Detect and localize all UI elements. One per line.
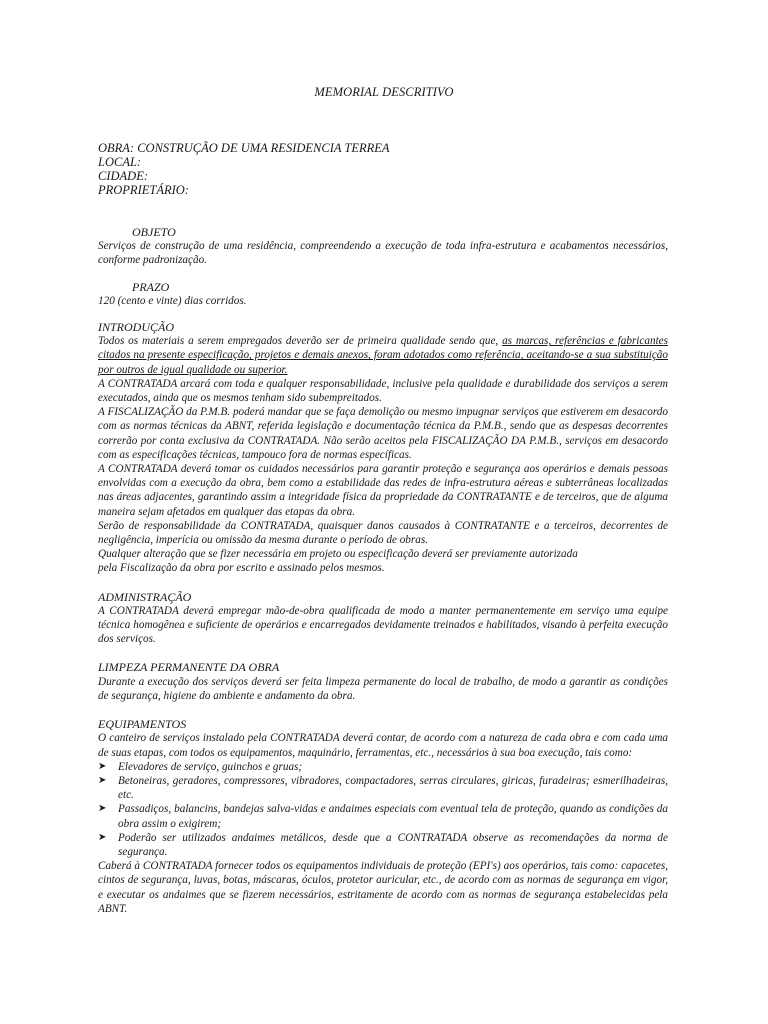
section-equipamentos — [98, 717, 668, 916]
list-item: ➤ Elevadores de serviço, guinchos e gruas; — [98, 760, 668, 774]
objeto-heading: OBJETO — [132, 225, 176, 239]
administracao-heading: ADMINISTRAÇÃO — [98, 589, 192, 604]
document-title: MEMORIAL DESCRITIVO — [314, 85, 454, 99]
equipamentos-intro: O canteiro de serviços instalado pela CONTRATADA deverá contar, de acordo com a natureza de cada obra e com cada uma de suas etapas, com todos os equipamentos, maquinário, ferramentas, etc., necessários à sua boa execução, tais como: — [98, 732, 668, 759]
limpeza-text: Durante a execução dos serviços deverá ser feita limpeza permanente do local de trabalho, de modo a garantir as condições de segurança, higiene do ambiente e andamento da obra. — [98, 675, 668, 702]
introducao-paragraph-6a: Qualquer alteração que se fizer necessária em projeto ou especificação deverá ser previamente autorizada — [98, 548, 578, 561]
introducao-p1-text: Todos os materiais a serem empregados deverão ser de primeira qualidade sendo que, — [98, 335, 503, 348]
cidade-line: CIDADE: — [98, 169, 148, 183]
obra-line: OBRA: CONSTRUÇÃO DE UMA RESIDENCIA TERREA — [98, 141, 390, 155]
section-objeto — [98, 225, 668, 268]
introducao-paragraph-5: Serão de responsabilidade da CONTRATADA, quaisquer danos causados à CONTRATANTE e a terceiros, decorrentes de negligência, imperícia ou omissão da mesma durante o período de obras. — [98, 519, 668, 547]
prazo-heading: PRAZO — [132, 279, 170, 294]
list-item: ➤ Passadiços, balancins, bandejas salva-vidas e andaimes especiais com eventual tela de proteção, quando as condições da obra assim o exigirem; — [98, 802, 668, 830]
section-prazo — [98, 280, 668, 308]
list-item: ➤ Poderão ser utilizados andaimes metálicos, desde que a CONTRATADA observe as recomendações da norma de segurança. — [98, 831, 668, 859]
section-limpeza — [98, 660, 668, 703]
introducao-heading: INTRODUÇÃO — [98, 320, 175, 335]
project-header — [98, 141, 390, 197]
section-introducao — [98, 320, 668, 576]
introducao-paragraph-1 — [98, 334, 668, 377]
limpeza-heading: LIMPEZA PERMANENTE DA OBRA — [98, 660, 280, 675]
list-item: ➤ Betoneiras, geradores, compressores, vibradores, compactadores, serras circulares, giricas, furadeiras; esmerilhadeiras, etc. — [98, 774, 668, 802]
equipamentos-list — [98, 760, 668, 859]
proprietario-line: PROPRIETÁRIO: — [98, 183, 189, 197]
introducao-paragraph-4: A CONTRATADA deverá tomar os cuidados necessários para garantir proteção e segurança aos operários e demais pessoas envolvidas com a execução da obra, bem como a estabilidade das redes de infra-estrutura aéreas e subterrâneas localizadas nas áreas adjacentes, garantindo assim a integridade física da propriedade da CONTRATANTE e de terceiros, que de alguma maneira sejam afetados em qualquer das etapas da obra. — [98, 463, 668, 518]
equipamentos-closing: Caberá à CONTRATADA fornecer todos os equipamentos individuais de proteção (EPI's) aos operários, tais como: capacetes, cintos de segurança, luvas, botas, máscaras, óculos, protetor auricular, etc., de acordo com as normas de segurança em vigor, e executar os andaimes que se fizerem necessários, estritamente de acordo com as normas de segurança estabelecidas pela ABNT. — [98, 860, 668, 915]
document-body — [98, 225, 668, 916]
equipamentos-heading: EQUIPAMENTOS — [98, 717, 187, 732]
section-administracao — [98, 590, 668, 647]
prazo-text: 120 (cento e vinte) dias corridos. — [98, 294, 247, 307]
introducao-paragraph-3: A FISCALIZAÇÃO da P.M.B. poderá mandar que se faça demolição ou mesmo impugnar serviços que estiverem em desacordo com as normas técnicas da ABNT, referida legislação e documentação técnica da P.M.B., sendo que as despesas decorrentes correrão por conta exclusiva da CONTRATADA. Não serão aceitos pela FISCALIZAÇÃO DA P.M.B., serviços em desacordo com as especificações técnicas, tampouco fora de normas específicas. — [98, 406, 668, 461]
introducao-paragraph-2: A CONTRATADA arcará com toda e qualquer responsabilidade, inclusive pela qualidade e durabilidade dos serviços a serem executados, ainda que os mesmos tenham sido subempreitados. — [98, 377, 668, 405]
administracao-text: A CONTRATADA deverá empregar mão-de-obra qualificada de modo a manter permanentemente em serviço uma equipe técnica homogênea e suficiente de operários e encarregados devidamente treinados e habilitados, visando à perfeita execução dos serviços. — [98, 604, 668, 646]
local-line: LOCAL: — [98, 155, 142, 169]
introducao-p1-underlined: as marcas, referências e fabricantes citados na presente especificação, projetos e demais anexos, foram adotados como referência, aceitando-se a sua substituição por outros de igual qualidade ou superior. — [98, 335, 668, 376]
objeto-text: Serviços de construção de uma residência, compreendendo a execução de toda infra-estrutura e acabamentos necessários, conforme padronização. — [98, 240, 668, 267]
introducao-paragraph-6b: pela Fiscalização da obra por escrito e assinado pelos mesmos. — [98, 562, 385, 575]
